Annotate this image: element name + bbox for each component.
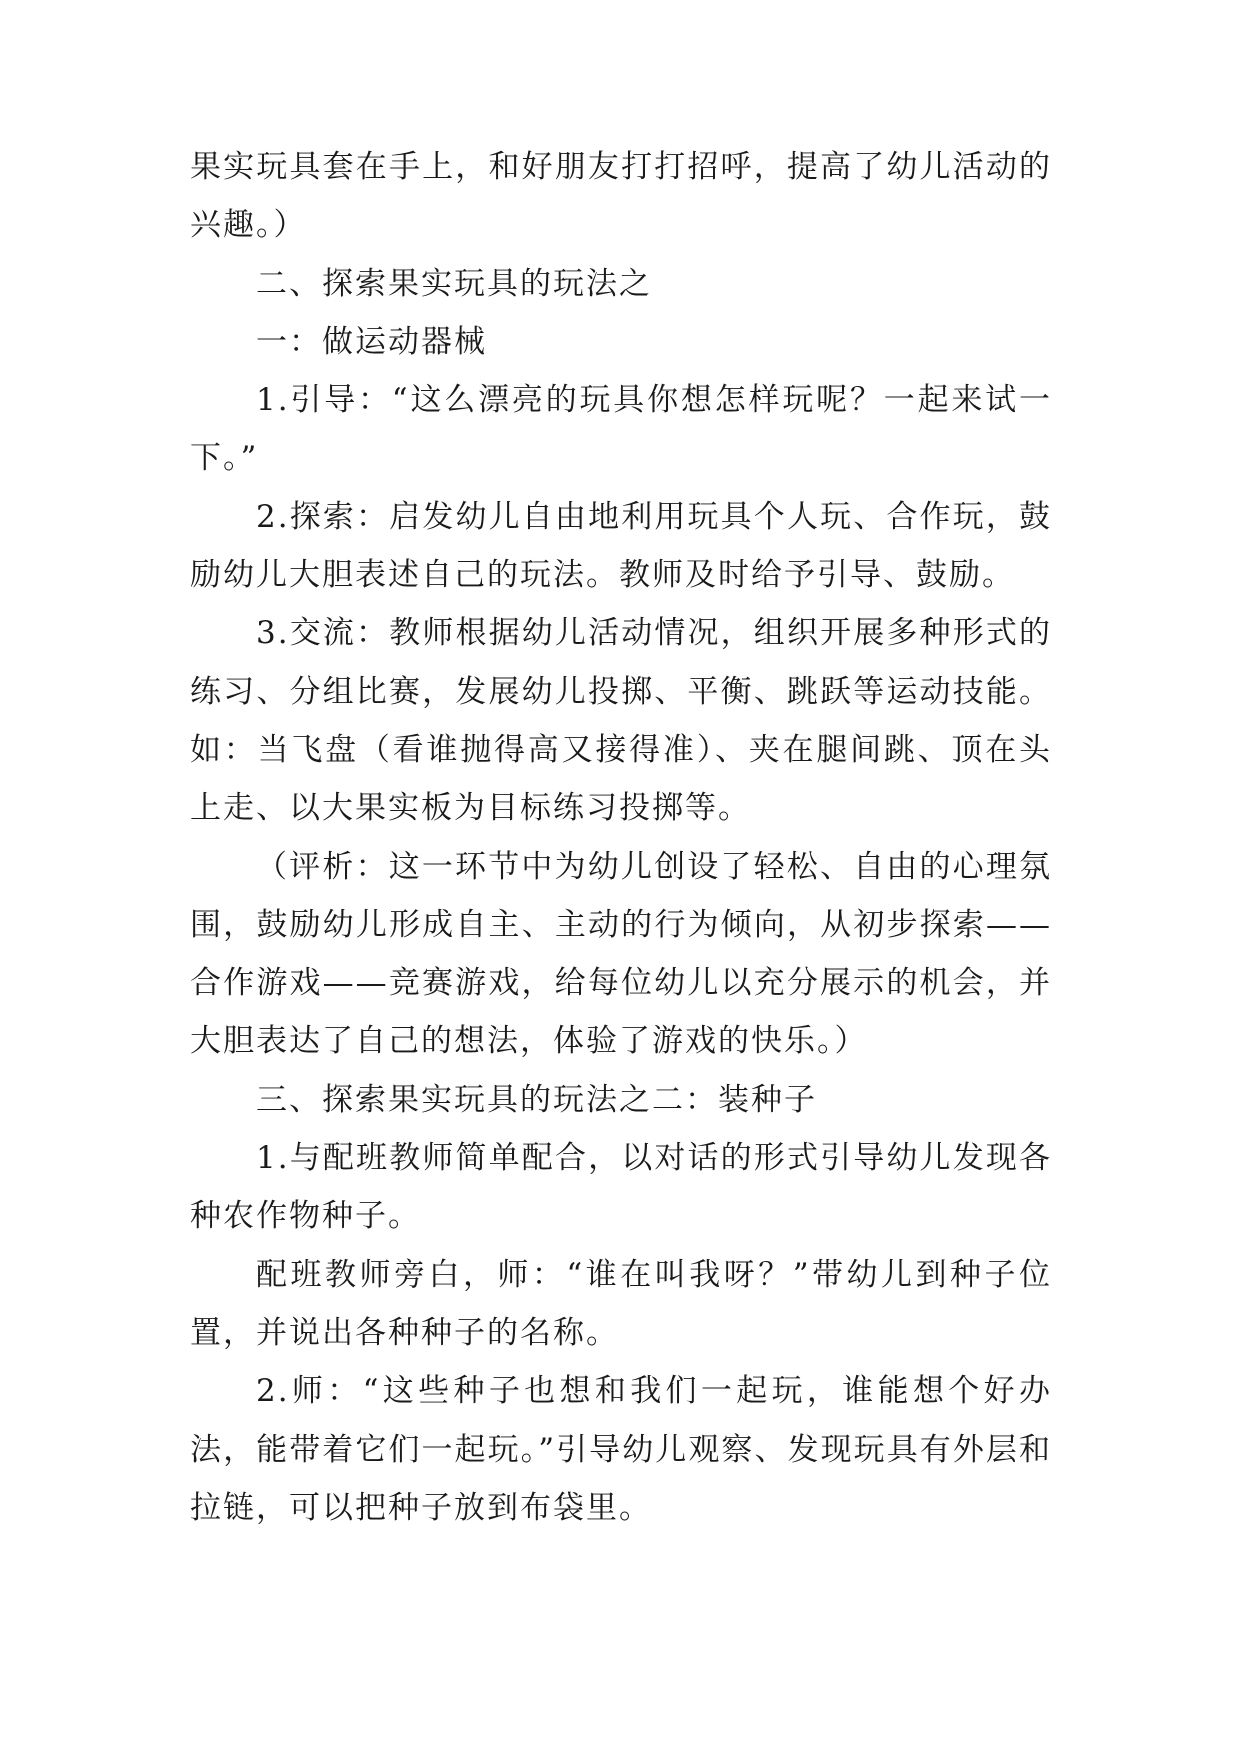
section-heading-3: 三、探索果实玩具的玩法之二：装种子 [256,1081,817,1118]
document-body [190,138,1052,1537]
step-paragraph: 3.交流：教师根据幼儿活动情况，组织开展多种形式的练习、分组比赛，发展幼儿投掷、平衡、跳跃等运动技能。如：当飞盘（看谁抛得高又接得准）、夹在腿间跳、顶在头上走、以大果实板为目标练习投掷等。 [190,615,1052,827]
commentary-paragraph: （评析：这一环节中为幼儿创设了轻松、自由的心理氛围，鼓励幼儿形成自主、主动的行为倾向，从初步探索——合作游戏——竞赛游戏，给每位幼儿以充分展示的机会，并大胆表达了自己的想法，体验了游戏的快乐。） [190,848,1052,1060]
narration-paragraph: 配班教师旁白，师：“谁在叫我呀？”带幼儿到种子位置，并说出各种种子的名称。 [190,1256,1052,1351]
step-paragraph: 1.引导：“这么漂亮的玩具你想怎样玩呢？一起来试一下。” [190,382,1052,477]
paragraph-continuation: 果实玩具套在手上，和好朋友打打招呼，提高了幼儿活动的兴趣。） [190,149,1052,244]
subsection-heading: 一：做运动器械 [256,323,487,360]
step-paragraph: 2.师：“这些种子也想和我们一起玩，谁能想个好办法，能带着它们一起玩。”引导幼儿观察、发现玩具有外层和拉链，可以把种子放到布袋里。 [190,1373,1052,1526]
step-paragraph: 1.与配班教师简单配合，以对话的形式引导幼儿发现各种农作物种子。 [190,1140,1052,1235]
step-paragraph: 2.探索：启发幼儿自由地利用玩具个人玩、合作玩，鼓励幼儿大胆表述自己的玩法。教师及时给予引导、鼓励。 [190,498,1052,594]
section-heading-2: 二、探索果实玩具的玩法之 [256,265,652,302]
